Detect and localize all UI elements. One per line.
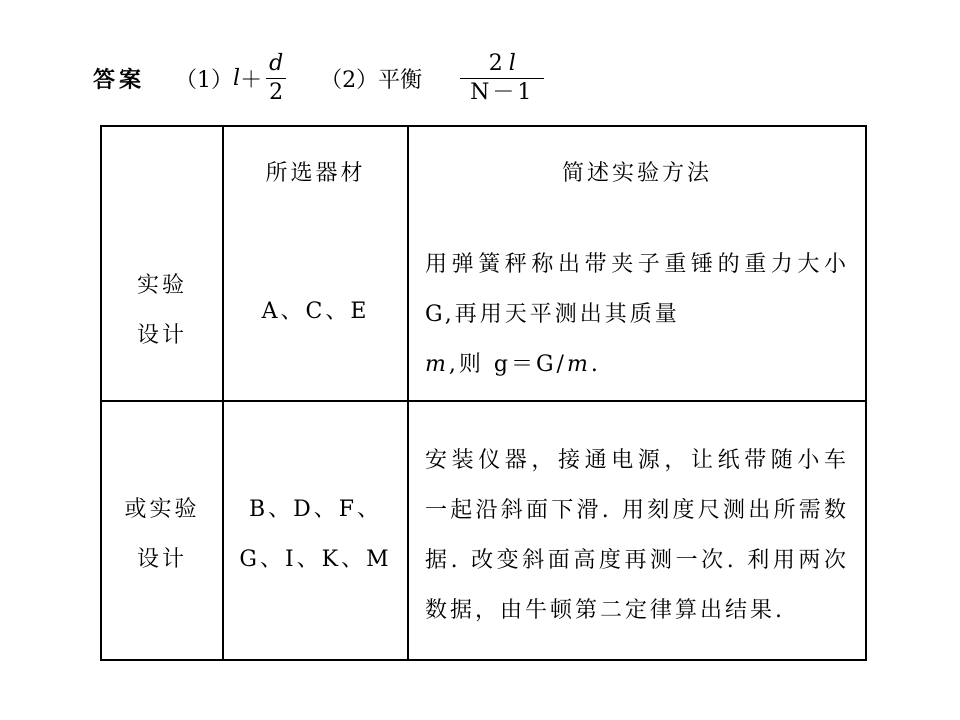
row1-design-line2: 设计 (136, 323, 187, 348)
header-method: 简述实验方法 (561, 161, 712, 186)
fraction-numerator-var: l (508, 50, 516, 76)
row1-design-line1: 实验 (136, 273, 187, 298)
row1-method (409, 237, 865, 392)
row2-design-label (102, 485, 222, 585)
answer-part1-prefix: （1） (175, 67, 234, 93)
row1-method-text: 用弹簧秤称出带夹子重锤的重力大小 G,再用天平测出其质量 (425, 251, 849, 327)
answer-part1-fraction (266, 50, 286, 105)
header-materials: 所选器材 (265, 161, 366, 186)
row2-method-text: 安装仪器，接通电源，让纸带随小车一起沿斜面下滑. 用刻度尺测出所需数据. 改变斜面高度再测一次. 利用两次数据，由牛顿第二定律算出结果. (425, 448, 849, 623)
row1-method-end: . (590, 351, 601, 377)
row1-method-var-m: m (425, 351, 449, 377)
answer-part2-prefix: （2）平衡 (320, 67, 423, 93)
answer-part1-op: ＋ (240, 67, 263, 93)
row2-materials-line2: G、I、K、M (239, 547, 392, 572)
row2-materials-line1: B、D、F、 (248, 497, 383, 522)
row1-method-var-m2: m (566, 351, 591, 377)
row2-method (409, 411, 865, 661)
row2-materials (224, 485, 407, 585)
row2-design-line2: 设计 (136, 547, 187, 572)
answer-part-1 (175, 50, 320, 105)
row1-method-paragraph (425, 240, 849, 390)
fraction-denominator: 2 (266, 78, 286, 104)
fraction-denominator: N－1 (460, 78, 544, 104)
fraction-numerator-coef: 2 (488, 50, 509, 76)
answer-part2-fraction (460, 50, 544, 105)
row1-method-then: ,则 g＝G/ (448, 351, 567, 377)
answer-part1-var: l (233, 65, 241, 91)
answer-label: 答案 (93, 67, 146, 93)
row2-design-line1: 或实验 (124, 497, 200, 522)
row-divider (102, 400, 865, 402)
fraction-numerator (486, 50, 519, 78)
row1-materials: A、C、E (261, 299, 370, 324)
answer-part-2 (320, 50, 548, 105)
fraction-numerator: d (269, 50, 284, 76)
row1-design-label (102, 261, 222, 361)
experiment-table (100, 125, 867, 661)
answer-line (93, 48, 548, 108)
